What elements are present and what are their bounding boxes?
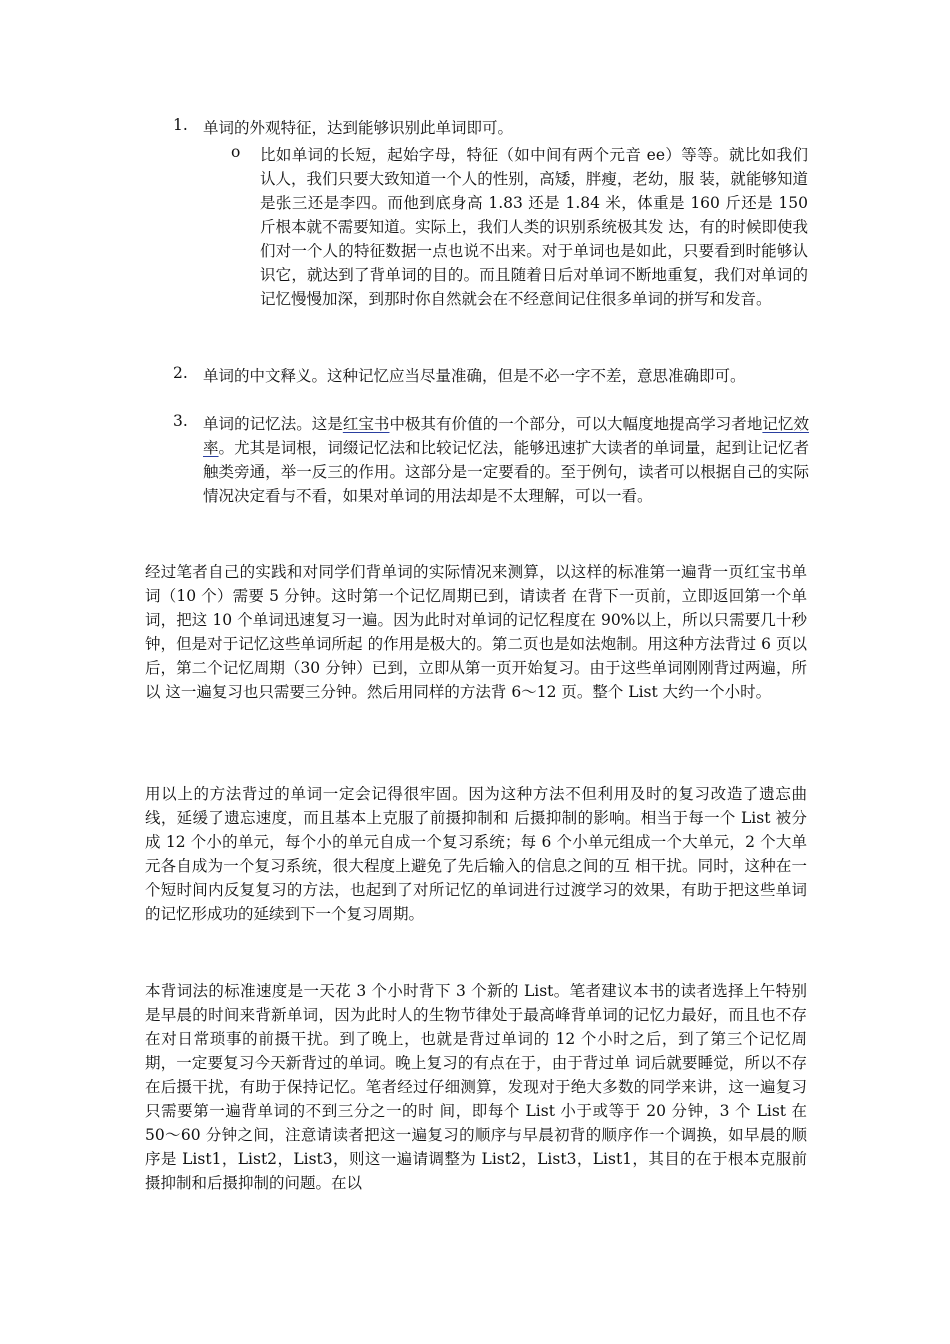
- list-number: 3.: [173, 412, 188, 430]
- sub-list-item-text: 比如单词的长短，起始字母，特征（如中间有两个元音 ee）等等。就比如我们认人，我们只要大致知道一个人的性别，高矮，胖瘦，老幼，服 装，就能够知道是张三还是李四。而他到底身高 1.83 还是 1.84 米，体重是 160 斤还是 150 斤根本就不需要知道。实际上，我们人类的识别系统极其发 达，有的时候即使我们对一个人的特征数据一点也说不出来。对于单词也是如此，只要看到时能够认识它，就达到了背单词的目的。而且随着日后对单词不断地重复，我们对单词的记忆慢慢加深，到那时你自然就会在不经意间记住很多单词的拼写和发音。: [260, 146, 808, 308]
- body-paragraph-2: 用以上的方法背过的单词一定会记得很牢固。因为这种方法不但利用及时的复习改造了遗忘曲线，延缓了遗忘速度，而且基本上克服了前摄抑制和 后摄抑制的影响。相当于每一个 List 被分成 12 个小的单元，每个小的单元自成一个复习系统；每 6 个小单元组成一个大单元，2 个大单元各自成为一个复习系统，很大程度上避免了先后输入的信息之间的互 相干扰。同时，这种在一个短时间内反复复习的方法，也起到了对所记忆的单词进行过渡学习的效果，有助于把这些单词的记忆形成功的延续到下一个复习周期。: [145, 785, 807, 923]
- body-paragraph-3: 本背词法的标准速度是一天花 3 个小时背下 3 个新的 List。笔者建议本书的读者选择上午特别是早晨的时间来背新单词，因为此时人的生物节律处于最高峰背单词的记忆力最好，而且也不存 在对日常琐事的前摄干扰。到了晚上，也就是背过单词的 12 个小时之后，到了第三个记忆周期，一定要复习今天新背过的单词。晚上复习的有点在于，由于背过单 词后就要睡觉，所以不存在后摄干扰，有助于保持记忆。笔者经过仔细测算，发现对于绝大多数的同学来讲，这一遍复习只需要第一遍背单词的不到三分之一的时 间，即每个 List 小于或等于 20 分钟，3 个 List 在 50～60 分钟之间，注意请读者把这一遍复习的顺序与早晨初背的顺序作一个调换，如早晨的顺序是 List1，List2，List3，则这一遍请调整为 List2，List3，List1，其目的在于根本克服前摄抑制和后摄抑制的问题。在以: [145, 982, 807, 1192]
- hongbaoshu-link[interactable]: 红宝书: [342, 415, 390, 433]
- bullet-icon: o: [231, 143, 241, 161]
- list-number: 2.: [173, 364, 188, 382]
- list-number: 1.: [173, 116, 188, 134]
- list-item-text: 单词的中文释义。这种记忆应当尽量准确，但是不必一字不差，意思准确即可。: [203, 367, 746, 385]
- list-item-text: [203, 412, 809, 508]
- text-segment: 单词的记忆法。这是: [203, 415, 343, 433]
- text-segment: 中极其有价值的一个部分，可以大幅度地提高学习者地: [389, 415, 763, 433]
- memory-efficiency-link[interactable]: 记忆效率: [203, 415, 809, 457]
- text-segment: 。尤其是词根，词缀记忆法和比较记忆法，能够迅速扩大读者的单词量，起到让记忆者触类旁通，举一反三的作用。这部分是一定要看的。至于例句，读者可以根据自己的实际情况决定看与不看，如果对单词的用法却是不太理解，可以一看。: [203, 439, 809, 505]
- body-paragraph-1: 经过笔者自己的实践和对同学们背单词的实际情况来测算，以这样的标准第一遍背一页红宝书单词（10 个）需要 5 分钟。这时第一个记忆周期已到，请读者 在背下一页前，立即返回第一个单词，把这 10 个单词迅速复习一遍。因为此时对单词的记忆程度在 90%以上，所以只需要几十秒钟，但是对于记忆这些单词所起 的作用是极大的。第二页也是如法炮制。用这种方法背过 6 页以后，第二个记忆周期（30 分钟）已到，立即从第一页开始复习。由于这些单词刚刚背过两遍，所以 这一遍复习也只需要三分钟。然后用同样的方法背 6～12 页。整个 List 大约一个小时。: [145, 563, 807, 701]
- list-item-text: 单词的外观特征，达到能够识别此单词即可。: [203, 119, 514, 137]
